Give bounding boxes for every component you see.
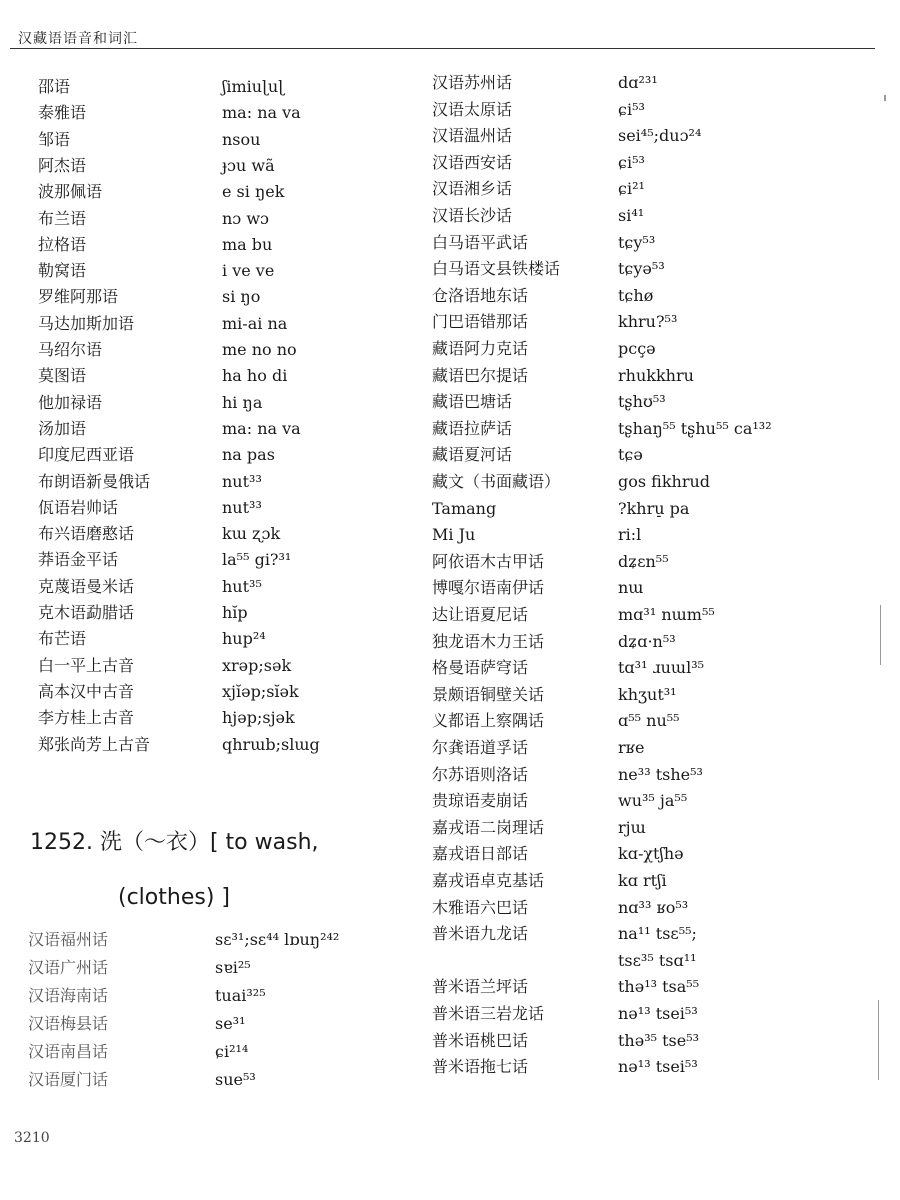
word-form: si ŋo <box>222 287 261 307</box>
language-name: 郑张尚芳上古音 <box>38 734 151 754</box>
language-name: 藏文（书面藏语） <box>432 472 561 491</box>
right-edge-mark <box>878 1000 879 1080</box>
word-form: tɕə <box>618 445 643 465</box>
language-name: 嘉戎语二岗理话 <box>432 817 545 837</box>
word-form: hi ŋa <box>222 392 263 412</box>
word-form: tuai³²⁵ <box>215 986 266 1005</box>
language-name: 布朗语新曼俄话 <box>38 471 151 491</box>
language-name: 汉语西安话 <box>432 152 513 172</box>
language-name: 勒窝语 <box>38 261 87 281</box>
word-form: xjĭəp;sĭək <box>222 681 299 701</box>
word-form: nut³³ <box>222 471 262 491</box>
word-form: hut³⁵ <box>222 576 262 596</box>
language-name: 莫图语 <box>38 366 87 386</box>
page-number: 3210 <box>14 1130 50 1146</box>
word-form: tɕy⁵³ <box>618 232 656 252</box>
language-name: 汉语厦门话 <box>28 1070 109 1089</box>
language-name: 布兰语 <box>38 208 87 228</box>
language-name: 汉语湘乡话 <box>432 179 513 199</box>
word-form: nsou <box>222 129 261 149</box>
language-name: 博嘎尔语南伊话 <box>432 578 545 598</box>
word-form: wu³⁵ ja⁵⁵ <box>618 791 688 811</box>
language-name: 汉语福州话 <box>28 930 109 949</box>
language-name: 佤语岩帅话 <box>38 497 119 517</box>
language-name: 白一平上古音 <box>38 655 135 675</box>
header-rule <box>10 48 875 49</box>
word-form: ma bu <box>222 234 273 254</box>
language-name: 莽语金平话 <box>38 550 119 570</box>
language-name: 汉语苏州话 <box>432 73 513 92</box>
word-form: ɕi⁵³ <box>618 99 645 119</box>
word-form: nɯ <box>618 578 644 598</box>
word-form: nɔ wɔ <box>222 208 270 228</box>
word-form: xrəp;sək <box>222 655 292 675</box>
word-form: ɟɔu wã <box>222 155 275 175</box>
language-name: 藏语阿力克话 <box>432 339 529 358</box>
word-form: nut³³ <box>222 497 262 517</box>
language-name: 藏语巴塘话 <box>432 392 513 412</box>
language-name: 藏语夏河话 <box>432 445 513 465</box>
word-form: dʑɑ·n⁵³ <box>618 631 676 651</box>
entry-heading-line2: (clothes) ] <box>118 885 230 910</box>
language-name: Tamang <box>432 498 497 518</box>
word-form: ne³³ tshe⁵³ <box>618 764 703 784</box>
language-name: 汉语太原话 <box>432 99 513 119</box>
language-name: 尔龚语道孚话 <box>432 738 529 757</box>
language-name: 门巴语错那话 <box>432 312 529 332</box>
word-form: thə¹³ tsa⁵⁵ <box>618 977 700 997</box>
word-form: khru?⁵³ <box>618 312 678 332</box>
language-name: 达让语夏尼话 <box>432 605 529 624</box>
language-name: 拉格语 <box>38 234 87 254</box>
word-form: sɐi²⁵ <box>215 958 251 977</box>
word-form: e si ŋek <box>222 182 285 202</box>
language-name: 普米语三岩龙话 <box>432 1004 545 1023</box>
language-name: 普米语兰坪话 <box>432 977 529 997</box>
word-form: mi-ai na <box>222 313 288 333</box>
language-name: 嘉戎语卓克基话 <box>432 871 545 890</box>
word-form: i ve ve <box>222 261 275 281</box>
language-name: 他加禄语 <box>38 392 103 412</box>
word-form: thə³⁵ tse⁵³ <box>618 1030 700 1050</box>
word-form: tʂhaŋ⁵⁵ tʂhu⁵⁵ ca¹³² <box>618 418 772 438</box>
word-form: gos fikhrud <box>618 472 711 491</box>
language-name: 汉语广州话 <box>28 958 109 977</box>
word-form: tɕyə⁵³ <box>618 259 665 279</box>
right-edge-mark <box>884 95 886 101</box>
language-name: 义都语上察隅话 <box>432 711 545 731</box>
language-name: 独龙语木力王话 <box>432 631 545 651</box>
language-name: 印度尼西亚语 <box>38 445 135 465</box>
word-form: sei⁴⁵;duɔ²⁴ <box>618 126 702 146</box>
word-form: nə¹³ tsei⁵³ <box>618 1004 698 1023</box>
word-form: hup²⁴ <box>222 629 266 649</box>
word-form: kɑ rtʃi <box>618 871 667 890</box>
word-form: tɕhø <box>618 285 654 305</box>
language-name: 汉语南昌话 <box>28 1042 109 1061</box>
language-name: 汤加语 <box>38 418 87 438</box>
language-name: 邵语 <box>38 77 71 96</box>
word-form: hjəp;sjək <box>222 708 295 728</box>
language-name: 贵琼语麦崩话 <box>432 791 529 811</box>
word-form: tsɛ³⁵ tsɑ¹¹ <box>618 950 697 970</box>
language-name: 邹语 <box>38 129 71 149</box>
language-name: 仓洛语地东话 <box>432 285 529 305</box>
word-form: kɑ-χtʃhə <box>618 844 684 864</box>
word-form: ɕi²¹⁴ <box>215 1042 249 1061</box>
language-name: 汉语海南话 <box>28 986 109 1005</box>
language-name: 布芒语 <box>38 629 87 649</box>
language-name: 木雅语六巴话 <box>432 897 529 917</box>
word-form: rhukkhru <box>618 365 694 385</box>
word-form: na pas <box>222 445 275 465</box>
running-header: 汉藏语语音和词汇 <box>18 31 138 47</box>
language-name: 普米语九龙话 <box>432 924 529 944</box>
language-name: 阿依语木古甲话 <box>432 551 545 571</box>
word-form: se³¹ <box>215 1014 246 1033</box>
word-form: nə¹³ tsei⁵³ <box>618 1057 698 1077</box>
language-name: 罗维阿那语 <box>38 287 119 307</box>
word-form: khʒut³¹ <box>618 684 677 704</box>
word-form: ma: na va <box>222 418 301 438</box>
word-form: ʃimiuɭuɭ <box>222 77 284 96</box>
word-form: si⁴¹ <box>618 206 645 225</box>
word-form: ?khru̠ pa <box>618 498 690 518</box>
language-name: 马达加斯加语 <box>38 313 135 333</box>
word-form: sɛ³¹;sɛ⁴⁴ lɒuŋ²⁴² <box>215 930 340 949</box>
word-form: qhrɯb;slɯg <box>222 734 320 754</box>
language-name: 马绍尔语 <box>38 340 103 359</box>
word-form: pcçə <box>618 339 656 358</box>
word-form: la⁵⁵ gi?³¹ <box>222 550 292 570</box>
word-form: hĭp <box>222 603 248 622</box>
word-form: ɕi⁵³ <box>618 152 645 172</box>
word-form: rjɯ <box>618 817 646 837</box>
language-name: 嘉戎语日部话 <box>432 844 529 864</box>
word-form: kɯ ʐɔk <box>222 524 281 544</box>
language-name: 泰雅语 <box>38 103 87 123</box>
word-form: ma: na va <box>222 103 301 123</box>
language-name: 普米语拖七话 <box>432 1057 529 1077</box>
word-form: tʂhʊ⁵³ <box>618 392 666 412</box>
word-form: mɑ³¹ nɯm⁵⁵ <box>618 605 715 624</box>
language-name: 汉语长沙话 <box>432 206 513 225</box>
word-form: sue⁵³ <box>215 1070 256 1089</box>
language-name: 白马语文县铁楼话 <box>432 259 561 279</box>
language-name: 高本汉中古音 <box>38 681 135 701</box>
word-form: ɕi²¹ <box>618 179 645 199</box>
word-form: me no no <box>222 340 297 359</box>
language-name: 布兴语磨憨话 <box>38 524 135 544</box>
word-form: rʁe <box>618 738 645 757</box>
right-edge-mark <box>880 605 881 665</box>
language-name: Mi Ju <box>432 525 476 545</box>
word-form: dʑɛn⁵⁵ <box>618 551 669 571</box>
language-name: 藏语拉萨话 <box>432 418 513 438</box>
word-form: ha ho di <box>222 366 288 386</box>
entry-heading-line1: 1252. 洗（～衣）[ to wash, <box>30 830 319 855</box>
word-form: tɑ³¹ ɹuɯl³⁵ <box>618 658 705 678</box>
language-name: 格曼语萨穹话 <box>432 658 529 678</box>
language-name: 汉语梅县话 <box>28 1014 109 1033</box>
language-name: 普米语桃巴话 <box>432 1030 529 1050</box>
language-name: 景颇语铜壁关话 <box>432 684 545 704</box>
language-name: 克木语勐腊话 <box>38 603 135 622</box>
language-name: 汉语温州话 <box>432 126 513 146</box>
language-name: 波那佩语 <box>38 182 103 202</box>
language-name: 白马语平武话 <box>432 232 529 252</box>
language-name: 藏语巴尔提话 <box>432 365 529 385</box>
language-name: 克蔑语曼米话 <box>38 576 135 596</box>
word-form: ɑ⁵⁵ nu⁵⁵ <box>618 711 680 731</box>
language-name: 尔苏语则洛话 <box>432 764 529 784</box>
word-form: ri:l <box>618 525 642 545</box>
word-form: na¹¹ tsɛ⁵⁵; <box>618 924 697 944</box>
word-form: dɑ²³¹ <box>618 73 658 92</box>
language-name: 李方桂上古音 <box>38 708 135 728</box>
language-name: 阿杰语 <box>38 155 87 175</box>
word-form: nɑ³³ ʁo⁵³ <box>618 897 689 917</box>
